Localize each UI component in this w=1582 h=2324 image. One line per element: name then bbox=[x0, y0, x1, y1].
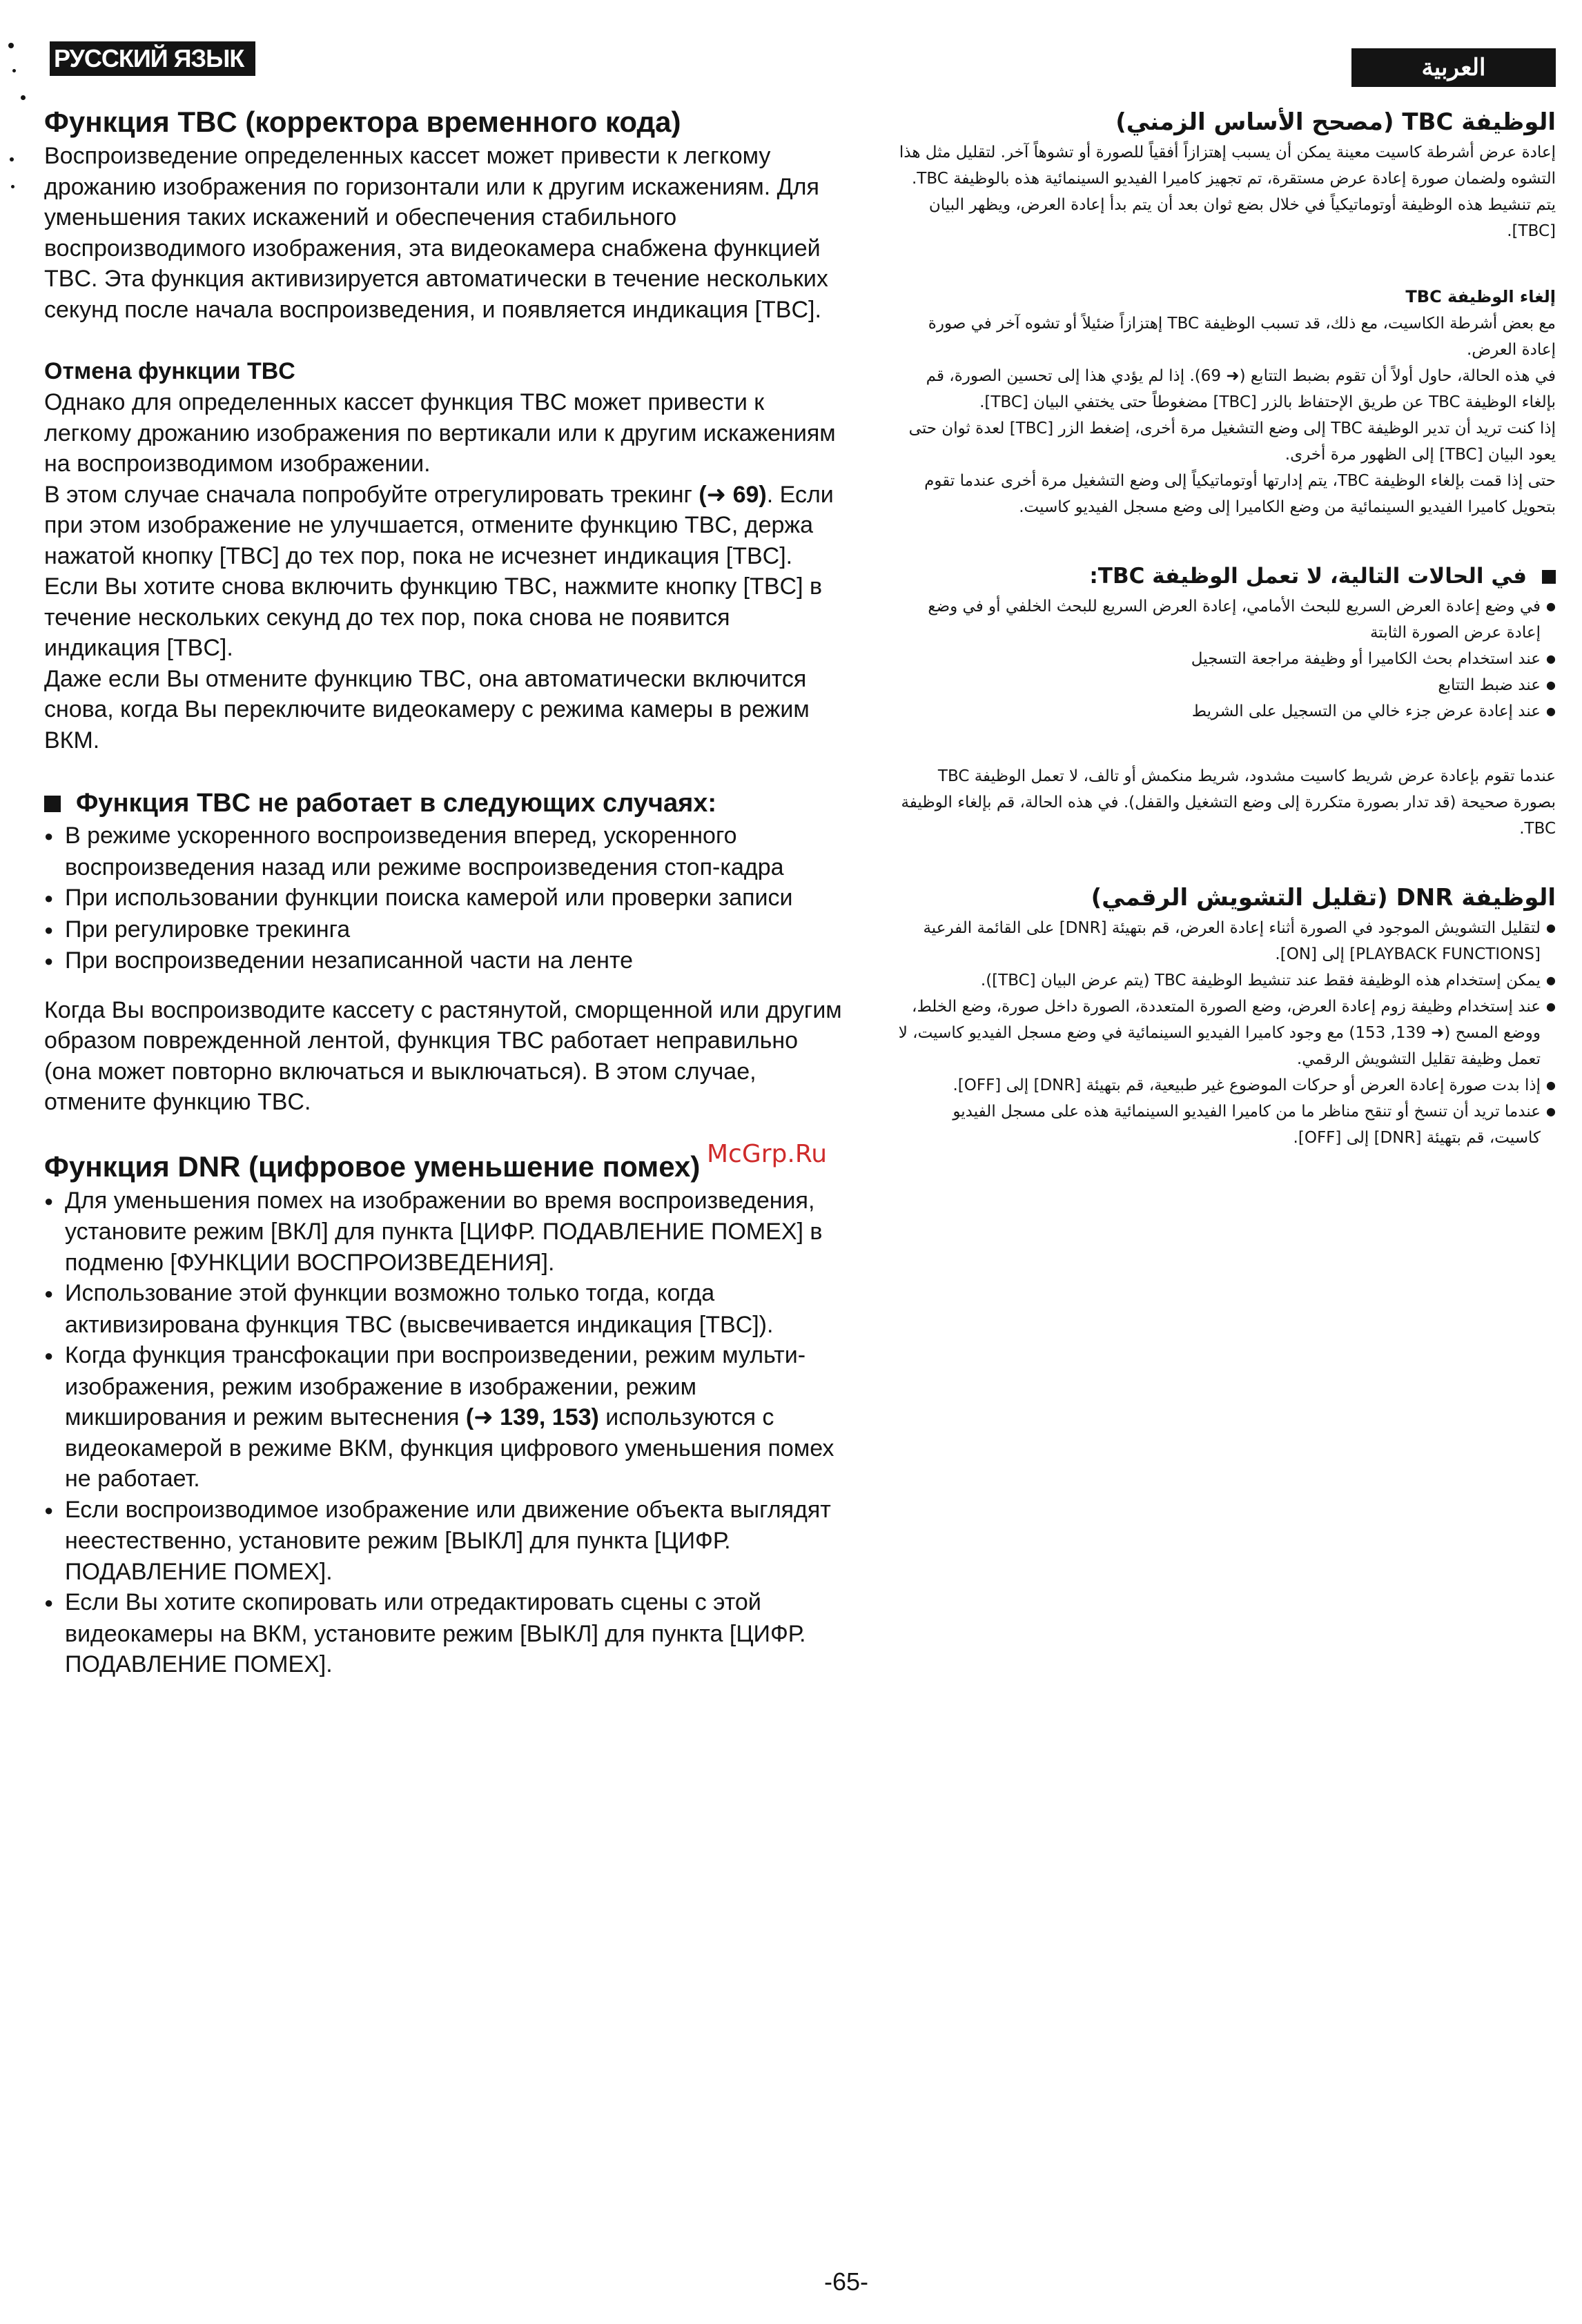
list-item: ● عند إعادة عرض جزء خالي من التسجيل على الشريط bbox=[897, 698, 1556, 725]
language-tag-russian: РУССКИЙ ЯЗЫК bbox=[50, 41, 255, 76]
square-bullet-icon bbox=[1542, 570, 1556, 584]
tbc-not-work-list-ar bbox=[897, 593, 1556, 725]
scan-speck bbox=[8, 43, 14, 48]
tbc-auto-on-paragraph-ru: Даже если Вы отмените функцию TBC, она автоматически включится снова, когда Вы переключите видеокамеру с режима камеры в режим ВКМ. bbox=[44, 665, 810, 754]
list-item: ● При использовании функции поиска камерой или проверки записи bbox=[44, 883, 842, 914]
scan-speck bbox=[10, 157, 14, 161]
language-tag-arabic: العربية bbox=[1351, 48, 1556, 87]
tbc-not-work-heading-ru: Функция TBC не работает в следующих случаях: bbox=[44, 786, 842, 820]
dnr-list-ru bbox=[44, 1185, 842, 1680]
list-item: ● При воспроизведении незаписанной части на ленте bbox=[44, 945, 842, 977]
tbc-reactivate-paragraph-ru: Если Вы хотите снова включить функцию TBC, нажмите кнопку [TBC] в течение нескольких секунд до тех пор, пока снова не появится индикация [TBC]. bbox=[44, 573, 823, 661]
list-item: ● Для уменьшения помех на изображении во время воспроизведения, установите режим [ВКЛ] для пункта [ЦИФР. ПОДАВЛЕНИЕ ПОМЕХ] в подменю [ФУНКЦИИ ВОСПРОИЗВЕДЕНИЯ]. bbox=[44, 1185, 842, 1279]
dnr-heading-ar: الوظيفة DNR (تقليل التشويش الرقمي) bbox=[1091, 884, 1556, 912]
list-item: ● В режиме ускоренного воспроизведения вперед, ускоренного воспроизведения назад или режиме воспроизведения стоп-кадра bbox=[44, 820, 842, 883]
dnr-heading-ru: Функция DNR (цифровое уменьшение помех) bbox=[44, 1150, 701, 1183]
list-item: ● Использование этой функции возможно только тогда, когда активизирована функция TBC (высвечивается индикация [TBC]). bbox=[44, 1278, 842, 1340]
list-item: ● عندما تريد أن تنسخ أو تنقح مناظر ما من كاميرا الفيديو السينمائية هذه على مسجل الفيديو كاسيت، قم بتهيئة [DNR] إلى [OFF]. bbox=[897, 1099, 1556, 1151]
list-item: ● إذا بدت صورة إعادة العرض أو حركات الموضوع غير طبيعية، قم بتهيئة [DNR] إلى [OFF]. bbox=[897, 1072, 1556, 1099]
watermark: McGrp.Ru bbox=[707, 1140, 828, 1168]
tbc-cancel-heading-ar: إلغاء الوظيفة TBC bbox=[1405, 287, 1556, 306]
tbc-cancel-heading-ru: Отмена функции TBC bbox=[44, 358, 295, 384]
scan-speck bbox=[21, 95, 26, 100]
list-item: ● يمكن إستخدام هذه الوظيفة فقط عند تنشيط الوظيفة TBC (يتم عرض البيان [TBC]). bbox=[897, 967, 1556, 994]
russian-column bbox=[44, 104, 842, 1680]
tbc-description-ar: إعادة عرض أشرطة كاسيت معينة يمكن أن يسبب إهتزازاً أفقياً للصورة أو تشوهاً آخر. لتقليل مثل هذا التشوه ولضمان صورة إعادة عرض مستقرة، تم تجهيز كاميرا الفيديو السينمائية هذه بالوظيفة TBC. يتم تنشيط هذه الوظيفة أوتوماتيكياً في خلال بضع ثوان بعد أن يتم بدأ إعادة العرض، ويظهر البيان [TBC]. bbox=[899, 144, 1556, 240]
list-item: ● Если воспроизводимое изображение или движение объекта выглядят неестественно, установите режим [ВЫКЛ] для пункта [ЦИФР. ПОДАВЛЕНИЕ ПОМЕХ]. bbox=[44, 1495, 842, 1588]
list-item: ● عند إستخدام وظيفة زوم إعادة العرض، وضع الصورة المتعددة، الصورة داخل صورة، وضع الخلط، ووضع المسح (➜ 139, 153) مع وجود كاميرا الفيديو السينمائية في وضع مسجل الفيديو كاسيت، لا تعمل وظيفة تقليل التشويش الرقمي. bbox=[897, 994, 1556, 1072]
list-item: ● في وضع إعادة العرض السريع للبحث الأمامي، إعادة العرض السريع للبحث الخلفي أو في وضع إعادة عرض الصورة الثابتة bbox=[897, 593, 1556, 646]
list-item: ● عند استخدام بحث الكاميرا أو وظيفة مراجعة التسجيل bbox=[897, 646, 1556, 672]
tbc-reactivate-paragraph-ar: إذا كنت تريد أن تدير الوظيفة TBC إلى وضع التشغيل مرة أخرى، إضغط الزر [TBC] لعدة ثوان حتى يعود البيان [TBC] إلى الظهور مرة أخرى. bbox=[908, 420, 1556, 464]
tbc-cancel-paragraph-ru: Однако для определенных кассет функция TBC может привести к легкому дрожанию изображения по вертикали или к другим искажениям на воспроизводимом изображении. bbox=[44, 389, 836, 477]
tbc-cancel-tracking-ru: В этом случае сначала попробуйте отрегулировать трекинг (➜ 69). Если при этом изображение не улучшается, отмените функцию TBC, держа нажатой кнопку [TBC] до тех пор, пока не исчезнет индикация [TBC]. bbox=[44, 481, 834, 569]
tbc-heading-ar: الوظيفة TBC (مصحح الأساس الزمني) bbox=[1115, 108, 1556, 136]
tbc-not-work-heading-ar: في الحالات التالية، لا تعمل الوظيفة TBC: bbox=[897, 559, 1556, 593]
dnr-list-ar bbox=[897, 915, 1556, 1151]
page-reference: (➜ 69) bbox=[699, 481, 767, 508]
tbc-not-work-list-ru bbox=[44, 820, 842, 977]
list-item: ● Когда функция трансфокации при воспроизведении, режим мульти-изображения, режим изображение в изображении, режим микширования и режим вытеснения (➜ 139, 153) используются с видеокамерой в режиме ВКМ, функция цифрового уменьшения помех не работает. bbox=[44, 1340, 842, 1495]
scan-speck bbox=[11, 185, 14, 188]
tbc-damaged-tape-note-ru: Когда Вы воспроизводите кассету с растянутой, сморщенной или другим образом поврежденной лентой, функция TBC работает неправильно (она может повторно включаться и выключаться). В этом случае, отмените функцию TBC. bbox=[44, 996, 842, 1115]
scan-speck bbox=[12, 69, 16, 72]
tbc-description-ru: Воспроизведение определенных кассет может привести к легкому дрожанию изображения по горизонтали или к другим искажениям. Для уменьшения таких искажений и обеспечения стабильного воспроизводимого изображения, эта видеокамера снабжена функцией TBC. Эта функция активизируется автоматически в течение нескольких секунд после начала воспроизведения, и появляется индикация [TBC]. bbox=[44, 143, 828, 323]
list-item: ● Если Вы хотите скопировать или отредактировать сцены с этой видеокамеры на ВКМ, установите режим [ВЫКЛ] для пункта [ЦИФР. ПОДАВЛЕНИЕ ПОМЕХ]. bbox=[44, 1587, 842, 1680]
tbc-cancel-tracking-ar: في هذه الحالة، حاول أولاً أن تقوم بضبط التتابع (➜ 69). إذا لم يؤدي هذا إلى تحسين الصورة، قم بإلغاء الوظيفة TBC عن طريق الإحتفاظ بالزر [TBC] مضغوطاً حتى يختفي البيان [TBC]. bbox=[926, 367, 1556, 411]
tbc-damaged-tape-note-ar: عندما تقوم بإعادة عرض شريط كاسيت مشدود، شريط منكمش أو تالف، لا تعمل الوظيفة TBC بصورة صحيحة (قد تدار بصورة متكررة إلى وضع التشغيل والقفل). في هذه الحالة، قم بإلغاء الوظيفة TBC. bbox=[901, 767, 1556, 838]
tbc-heading-ru: Функция TBC (корректора временного кода) bbox=[44, 106, 681, 138]
page-number: -65- bbox=[824, 2267, 869, 2296]
page-reference: (➜ 139, 153) bbox=[465, 1404, 599, 1430]
list-item: ● لتقليل التشويش الموجود في الصورة أثناء إعادة العرض، قم بتهيئة [DNR] على القائمة الفرعية [PLAYBACK FUNCTIONS] إلى [ON]. bbox=[897, 915, 1556, 967]
list-item: ● عند ضبط التتابع bbox=[897, 672, 1556, 698]
tbc-auto-on-paragraph-ar: حتى إذا قمت بإلغاء الوظيفة TBC، يتم إدارتها أوتوماتيكياً إلى وضع التشغيل مرة أخرى عندما تقوم بتحويل كاميرا الفيديو السينمائية من وضع الكاميرا إلى وضع مسجل الفيديو كاسيت. bbox=[924, 472, 1556, 516]
square-bullet-icon bbox=[44, 796, 61, 812]
tbc-cancel-paragraph-ar: مع بعض أشرطة الكاسيت، مع ذلك، قد تسبب الوظيفة TBC إهتزازاً ضئيلاً أو تشوه آخر في صورة إعادة العرض. bbox=[928, 315, 1556, 359]
arabic-column bbox=[897, 105, 1556, 1151]
list-item: ● При регулировке трекинга bbox=[44, 914, 842, 946]
